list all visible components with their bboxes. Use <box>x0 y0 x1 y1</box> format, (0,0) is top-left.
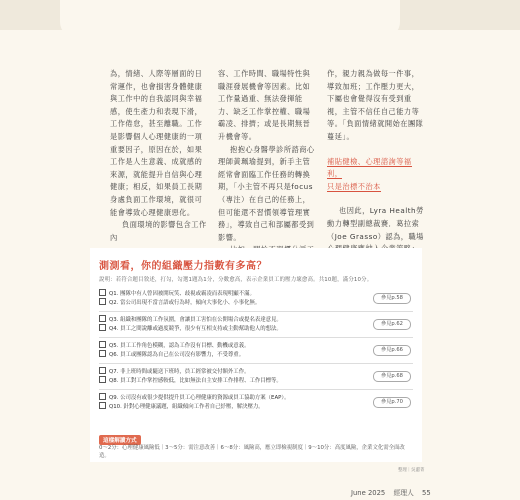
quiz-description: 說明：若符合題目敘述，打勾，勾選1題為1分，分數愈高，表示企業員工的壓力壞愈高。共10題，滿分10分。 <box>99 277 373 283</box>
quiz-question[interactable]: Q2. 當公司出現不當言語或行為時，傾向大事化小、小事化無。 <box>99 298 413 307</box>
quiz-question[interactable]: Q6. 員工或團隊認為自己在公司沒有影響力，不受尊重。 <box>99 350 413 359</box>
checkbox[interactable] <box>99 289 106 296</box>
question-group <box>99 393 413 419</box>
footer-magazine: 經理人 <box>393 489 414 497</box>
checkbox[interactable] <box>99 341 106 348</box>
divider <box>99 311 413 312</box>
paragraph: 負面環境的影響包含工作內 <box>110 220 207 242</box>
quiz-card <box>90 248 422 462</box>
quiz-question[interactable]: Q5. 員工工作角色模糊，認為工作沒有目標、動機或意義。 <box>99 341 413 350</box>
checkbox[interactable] <box>99 315 106 322</box>
checkbox[interactable] <box>99 393 106 400</box>
checkbox[interactable] <box>99 298 106 305</box>
method-badge: 這樣解讀方式 <box>99 435 141 445</box>
quiz-question[interactable]: Q3. 組織和團隊的工作氛圍，會讓員工害怕在公開場合或提名表達意見。 <box>99 315 413 324</box>
page-ref-badge: 參見p.68 <box>373 371 411 382</box>
question-group <box>99 341 413 367</box>
checkbox[interactable] <box>99 350 106 357</box>
checkbox[interactable] <box>99 376 106 383</box>
quiz-question[interactable]: Q8. 員工對工作掌控感較低，比如無法自主安排工作排程、工作目標等。 <box>99 376 413 385</box>
method-text: 0～2分：心理健康風險低｜3～5分：需注意改善｜6～8分：風險高，應立即檢視制度｜9～10分：高度風險，企業文化需全面改造。 <box>99 445 405 459</box>
quiz-question[interactable]: Q10. 針對心理健康議題，組織傾向工作者自己紓壓，解決壓力。 <box>99 402 413 411</box>
page-footer <box>345 487 431 497</box>
top-card <box>60 0 400 38</box>
article-column-3 <box>327 68 425 268</box>
checkbox[interactable] <box>99 367 106 374</box>
page-ref-badge: 參見p.70 <box>373 397 411 408</box>
paragraph: 為，情緒、人際等層面的日常運作，也會損害身體健康與工作中的自我認同與幸福感，使生產力和表現下滑，工作倦怠，甚至離職。工作是影響個人心理健康的一項重要因子，原因在於，如果工作是人生意義、成就感的來源，就能提升自信與心理健康；相反，如果員工長期身處負面工作環境，就很可能會導致心理健康惡化。 <box>110 69 203 217</box>
page-number: 55 <box>422 489 431 497</box>
article-column-2 <box>218 68 317 257</box>
page-ref-badge: 參見p.58 <box>373 293 411 304</box>
divider <box>99 389 413 390</box>
paragraph: 容、工作時間、職場特性與職涯發展機會等因素。比如工作量過重、無法發揮能力、缺乏工作掌控權、職場霸凌、排擠；或是長期無晉升機會等。 <box>218 69 311 141</box>
paragraph: 作，親力親為做每一件事，導致加班；工作壓力更大，下屬也會覺得沒有受到重視，主管不信任自己能力等等。「負面情緒就開始在團隊蔓延」。 <box>327 69 424 141</box>
quiz-question[interactable]: Q4. 員工之間說離或過度競爭，很少有互相支持或主動幫助他人的想法。 <box>99 324 413 333</box>
divider <box>99 363 413 364</box>
question-group <box>99 289 413 315</box>
quiz-question[interactable]: Q1. 團隊中有人曾因被開玩笑、歧視或霸凌而表現明顯不滿。 <box>99 289 413 298</box>
section-subhead <box>327 156 425 194</box>
question-group <box>99 315 413 341</box>
quiz-title: 測測看，你的組織壓力指數有多高？ <box>99 261 267 272</box>
checkbox[interactable] <box>99 402 106 409</box>
quiz-question[interactable]: Q7. 非上班時間或隨送下班時，員工經常被交付額外工作。 <box>99 367 413 376</box>
subhead-line: 補貼健檢、心理諮詢等福利， <box>327 156 412 179</box>
credit: 整理｜吳蕙菁 <box>398 468 425 473</box>
checkbox[interactable] <box>99 324 106 331</box>
quiz-question[interactable]: Q9. 公司沒有或很少提供提升員工心理健康的資源或員工協助方案（EAP）。 <box>99 393 413 402</box>
article-column-1 <box>110 68 208 244</box>
page-ref-badge: 參見p.66 <box>373 345 411 356</box>
paragraph: 抱抱心身醫學診所諮商心理師黃珮瑜提到，新手主管經常會面臨工作任務的轉換期，「小主管不再只是focus（專注）在自己的任務上，但可能還不習慣領導管理實務」，導致自己和部屬都受到影響。 <box>218 144 315 242</box>
page-ref-badge: 參見p.62 <box>373 319 411 330</box>
question-group <box>99 367 413 393</box>
subhead-line: 只是治標不治本 <box>327 181 381 191</box>
footer-issue: June 2025 <box>351 489 386 497</box>
paragraph: 也因此，Lyra Health勞動力轉型副總裁賽．葛拉索（Joe Grasso）認為，職場 <box>327 206 424 241</box>
divider <box>99 337 413 338</box>
